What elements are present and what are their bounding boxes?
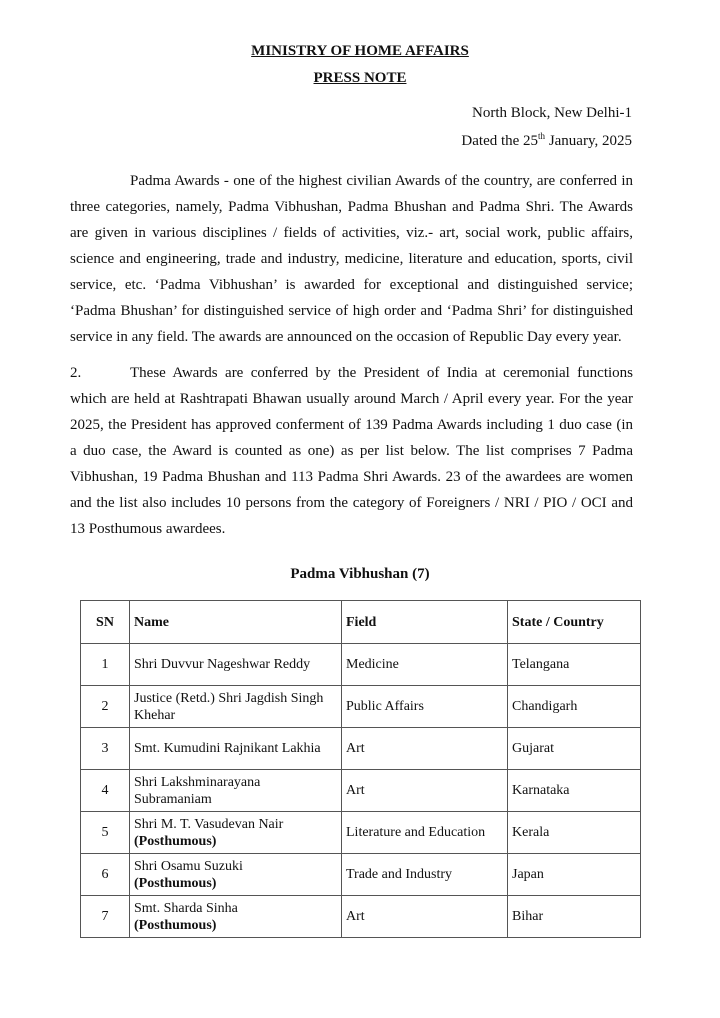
date-prefix: Dated the 25 <box>461 133 539 149</box>
cell-state: Japan <box>508 854 641 896</box>
cell-state: Kerala <box>508 812 641 854</box>
posthumous-label: (Posthumous) <box>134 917 217 933</box>
awardee-name: Smt. Kumudini Rajnikant Lakhia <box>134 741 321 756</box>
cell-sn: 1 <box>81 644 130 686</box>
table-row <box>81 812 641 854</box>
cell-field: Medicine <box>342 644 508 686</box>
cell-name <box>130 644 342 686</box>
awardee-name: Shri Osamu Suzuki <box>134 858 243 874</box>
date-suffix: January, 2025 <box>545 133 632 149</box>
table-row <box>81 728 641 770</box>
cell-sn: 6 <box>81 854 130 896</box>
cell-name <box>130 896 342 938</box>
cell-sn: 2 <box>81 686 130 728</box>
cell-name <box>130 728 342 770</box>
table-row <box>81 854 641 896</box>
awardee-name: Justice (Retd.) Shri Jagdish Singh Khehar <box>134 690 324 723</box>
cell-field: Art <box>342 728 508 770</box>
awardee-name: Smt. Sharda Sinha <box>134 900 238 916</box>
cell-field: Literature and Education <box>342 812 508 854</box>
cell-field: Art <box>342 770 508 812</box>
paragraph-2 <box>70 360 633 542</box>
header-sn: SN <box>81 601 130 644</box>
awardee-name: Shri M. T. Vasudevan Nair <box>134 816 284 832</box>
ministry-heading: MINISTRY OF HOME AFFAIRS <box>251 43 469 59</box>
table-row <box>81 770 641 812</box>
posthumous-label: (Posthumous) <box>134 833 217 849</box>
header-field: Field <box>342 601 508 644</box>
date-superscript: th <box>538 131 546 141</box>
cell-field: Trade and Industry <box>342 854 508 896</box>
cell-name <box>130 854 342 896</box>
cell-sn: 7 <box>81 896 130 938</box>
table-row <box>81 896 641 938</box>
cell-sn: 3 <box>81 728 130 770</box>
paragraph-1: Padma Awards - one of the highest civilian Awards of the country, are conferred in three categories, namely, Padma Vibhushan, Padma Bhushan and Padma Shri. The Awards are given in various disciplines / fields of activities, viz.- art, social work, public affairs, science and engineering, trade and industry, medicine, literature and education, sports, civil service, etc. ‘Padma Vibhushan’ is awarded for exceptional and distinguished service; ‘Padma Bhushan’ for distinguished service of high order and ‘Padma Shri’ for distinguished service in any field. The awards are announced on the occasion of Republic Day every year. <box>70 173 633 345</box>
posthumous-label: (Posthumous) <box>134 875 217 891</box>
header-name: Name <box>130 601 342 644</box>
table-row <box>81 644 641 686</box>
cell-state: Chandigarh <box>508 686 641 728</box>
cell-state: Telangana <box>508 644 641 686</box>
cell-state: Bihar <box>508 896 641 938</box>
cell-sn: 4 <box>81 770 130 812</box>
cell-field: Art <box>342 896 508 938</box>
table-title: Padma Vibhushan (7) <box>290 566 430 582</box>
cell-name <box>130 812 342 854</box>
awardee-name: Shri Lakshminarayana Subramaniam <box>134 774 261 807</box>
paragraph-2-text: These Awards are conferred by the President of India at ceremonial functions which are held at Rashtrapati Bhawan usually around March / April every year. For the year 2025, the President has approved conferment of 139 Padma Awards including 1 duo case (in a duo case, the Award is counted as one) as per list below. The list comprises 7 Padma Vibhushan, 19 Padma Bhushan and 113 Padma Shri Awards. 23 of the awardees are women and the list also includes 10 persons from the category of Foreigners / NRI / PIO / OCI and 13 Posthumous awardees. <box>70 365 633 537</box>
date-line <box>461 131 632 150</box>
cell-field: Public Affairs <box>342 686 508 728</box>
cell-state: Karnataka <box>508 770 641 812</box>
table-header-row <box>81 601 641 644</box>
press-note-heading: PRESS NOTE <box>313 70 407 86</box>
address-line: North Block, New Delhi-1 <box>472 105 632 121</box>
cell-sn: 5 <box>81 812 130 854</box>
table-row <box>81 686 641 728</box>
cell-name <box>130 686 342 728</box>
cell-state: Gujarat <box>508 728 641 770</box>
paragraph-2-number: 2. <box>70 365 82 381</box>
header-state: State / Country <box>508 601 641 644</box>
awardee-name: Shri Duvvur Nageshwar Reddy <box>134 657 311 672</box>
padma-vibhushan-table <box>80 600 641 938</box>
cell-name <box>130 770 342 812</box>
